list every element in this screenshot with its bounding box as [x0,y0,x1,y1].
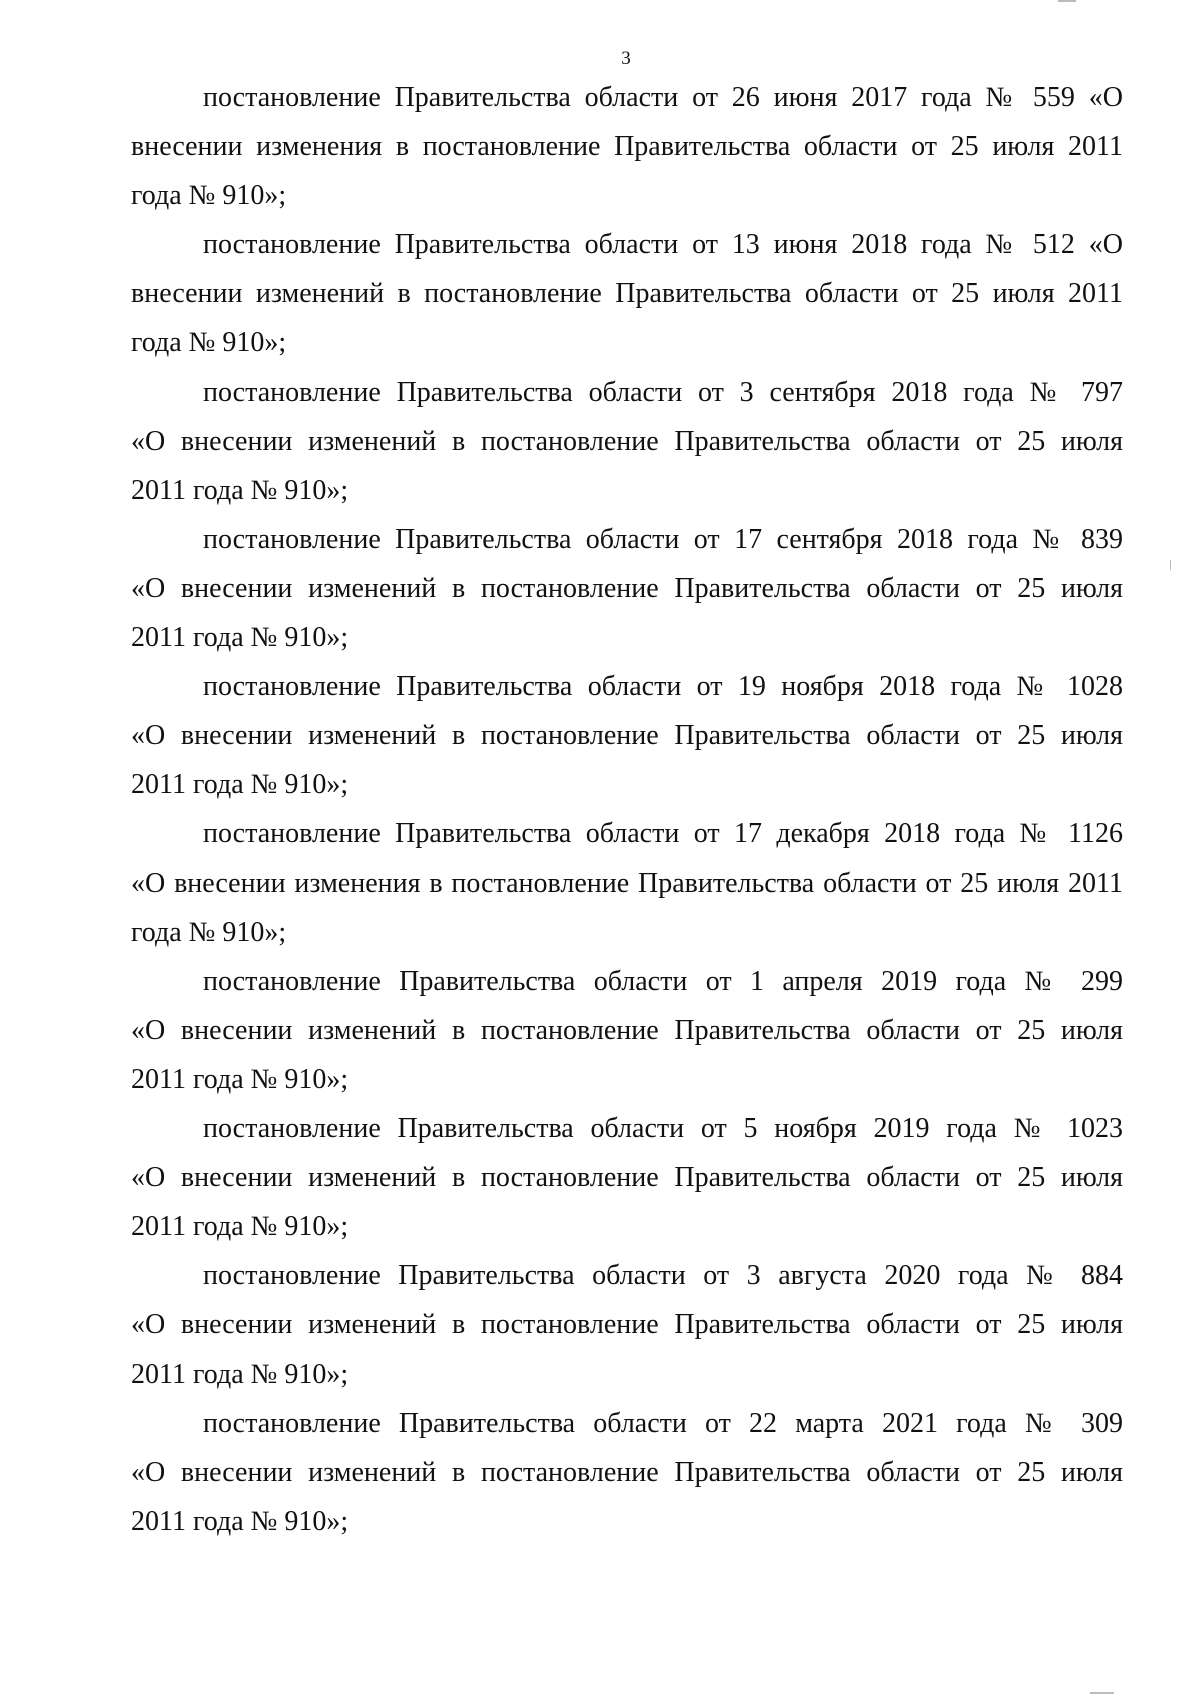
paragraph-line: 2011 года № 910»; [131,1063,349,1095]
paragraph-line: постановление Правительства области от 13 июня 2018 года № 512 «О [203,229,1123,261]
paragraph-line: постановление Правительства области от 26 июня 2017 года № 559 «О [203,82,1123,113]
paragraph-line: внесении изменения в постановление Правительства области от 25 июля 2011 [131,131,1123,163]
paragraph-line: постановление Правительства области от 17 декабря 2018 года № 1126 [203,818,1123,850]
paragraph [131,368,1123,515]
paragraph-line: «О внесении изменений в постановление Правительства области от 25 июля [131,572,1123,604]
paragraph-line: постановление Правительства области от 1 апреля 2019 года № 299 [203,965,1123,997]
paragraph-line: «О внесении изменений в постановление Правительства области от 25 июля [131,720,1123,752]
paragraph [131,809,1123,956]
paragraph [131,1399,1123,1546]
scan-mark [1170,560,1171,570]
paragraph-line: года № 910»; [131,327,287,359]
paragraph-line: года № 910»; [131,180,287,212]
paragraph-line: постановление Правительства области от 17 сентября 2018 года № 839 [203,523,1123,555]
paragraph-line: 2011 года № 910»; [131,622,349,654]
paragraph [131,662,1123,809]
paragraph-line: постановление Правительства области от 5 ноября 2019 года № 1023 [203,1113,1123,1145]
paragraph-line: 2011 года № 910»; [131,769,349,801]
paragraph-line: «О внесении изменения в постановление Правительства области от 25 июля 2011 [131,867,1123,899]
paragraph [131,515,1123,662]
paragraph-line: года № 910»; [131,916,287,948]
paragraph-line: «О внесении изменений в постановление Правительства области от 25 июля [131,1309,1123,1341]
paragraph-line: внесении изменений в постановление Правительства области от 25 июля 2011 [131,278,1123,310]
scan-mark [1090,1692,1114,1694]
paragraph-line: «О внесении изменений в постановление Правительства области от 25 июля [131,1014,1123,1046]
document-body [131,73,1123,1546]
paragraph [131,220,1123,367]
paragraph-line: 2011 года № 910»; [131,1358,349,1390]
paragraph-line: постановление Правительства области от 3 августа 2020 года № 884 [203,1260,1123,1292]
paragraph-line: 2011 года № 910»; [131,1211,349,1243]
paragraph-line: «О внесении изменений в постановление Правительства области от 25 июля [131,425,1123,457]
paragraph-line: 2011 года № 910»; [131,1505,349,1537]
paragraph-line: 2011 года № 910»; [131,474,349,506]
paragraph-line: постановление Правительства области от 22 марта 2021 года № 309 [203,1407,1123,1439]
scan-mark [1058,0,1076,2]
paragraph [131,957,1123,1104]
paragraph [131,73,1123,220]
page-number: 3 [621,48,631,69]
paragraph-line: «О внесении изменений в постановление Правительства области от 25 июля [131,1456,1123,1488]
paragraph-line: постановление Правительства области от 19 ноября 2018 года № 1028 [203,671,1123,703]
paragraph [131,1251,1123,1398]
paragraph-line: «О внесении изменений в постановление Правительства области от 25 июля [131,1162,1123,1194]
paragraph [131,1104,1123,1251]
paragraph-line: постановление Правительства области от 3 сентября 2018 года № 797 [203,376,1123,408]
